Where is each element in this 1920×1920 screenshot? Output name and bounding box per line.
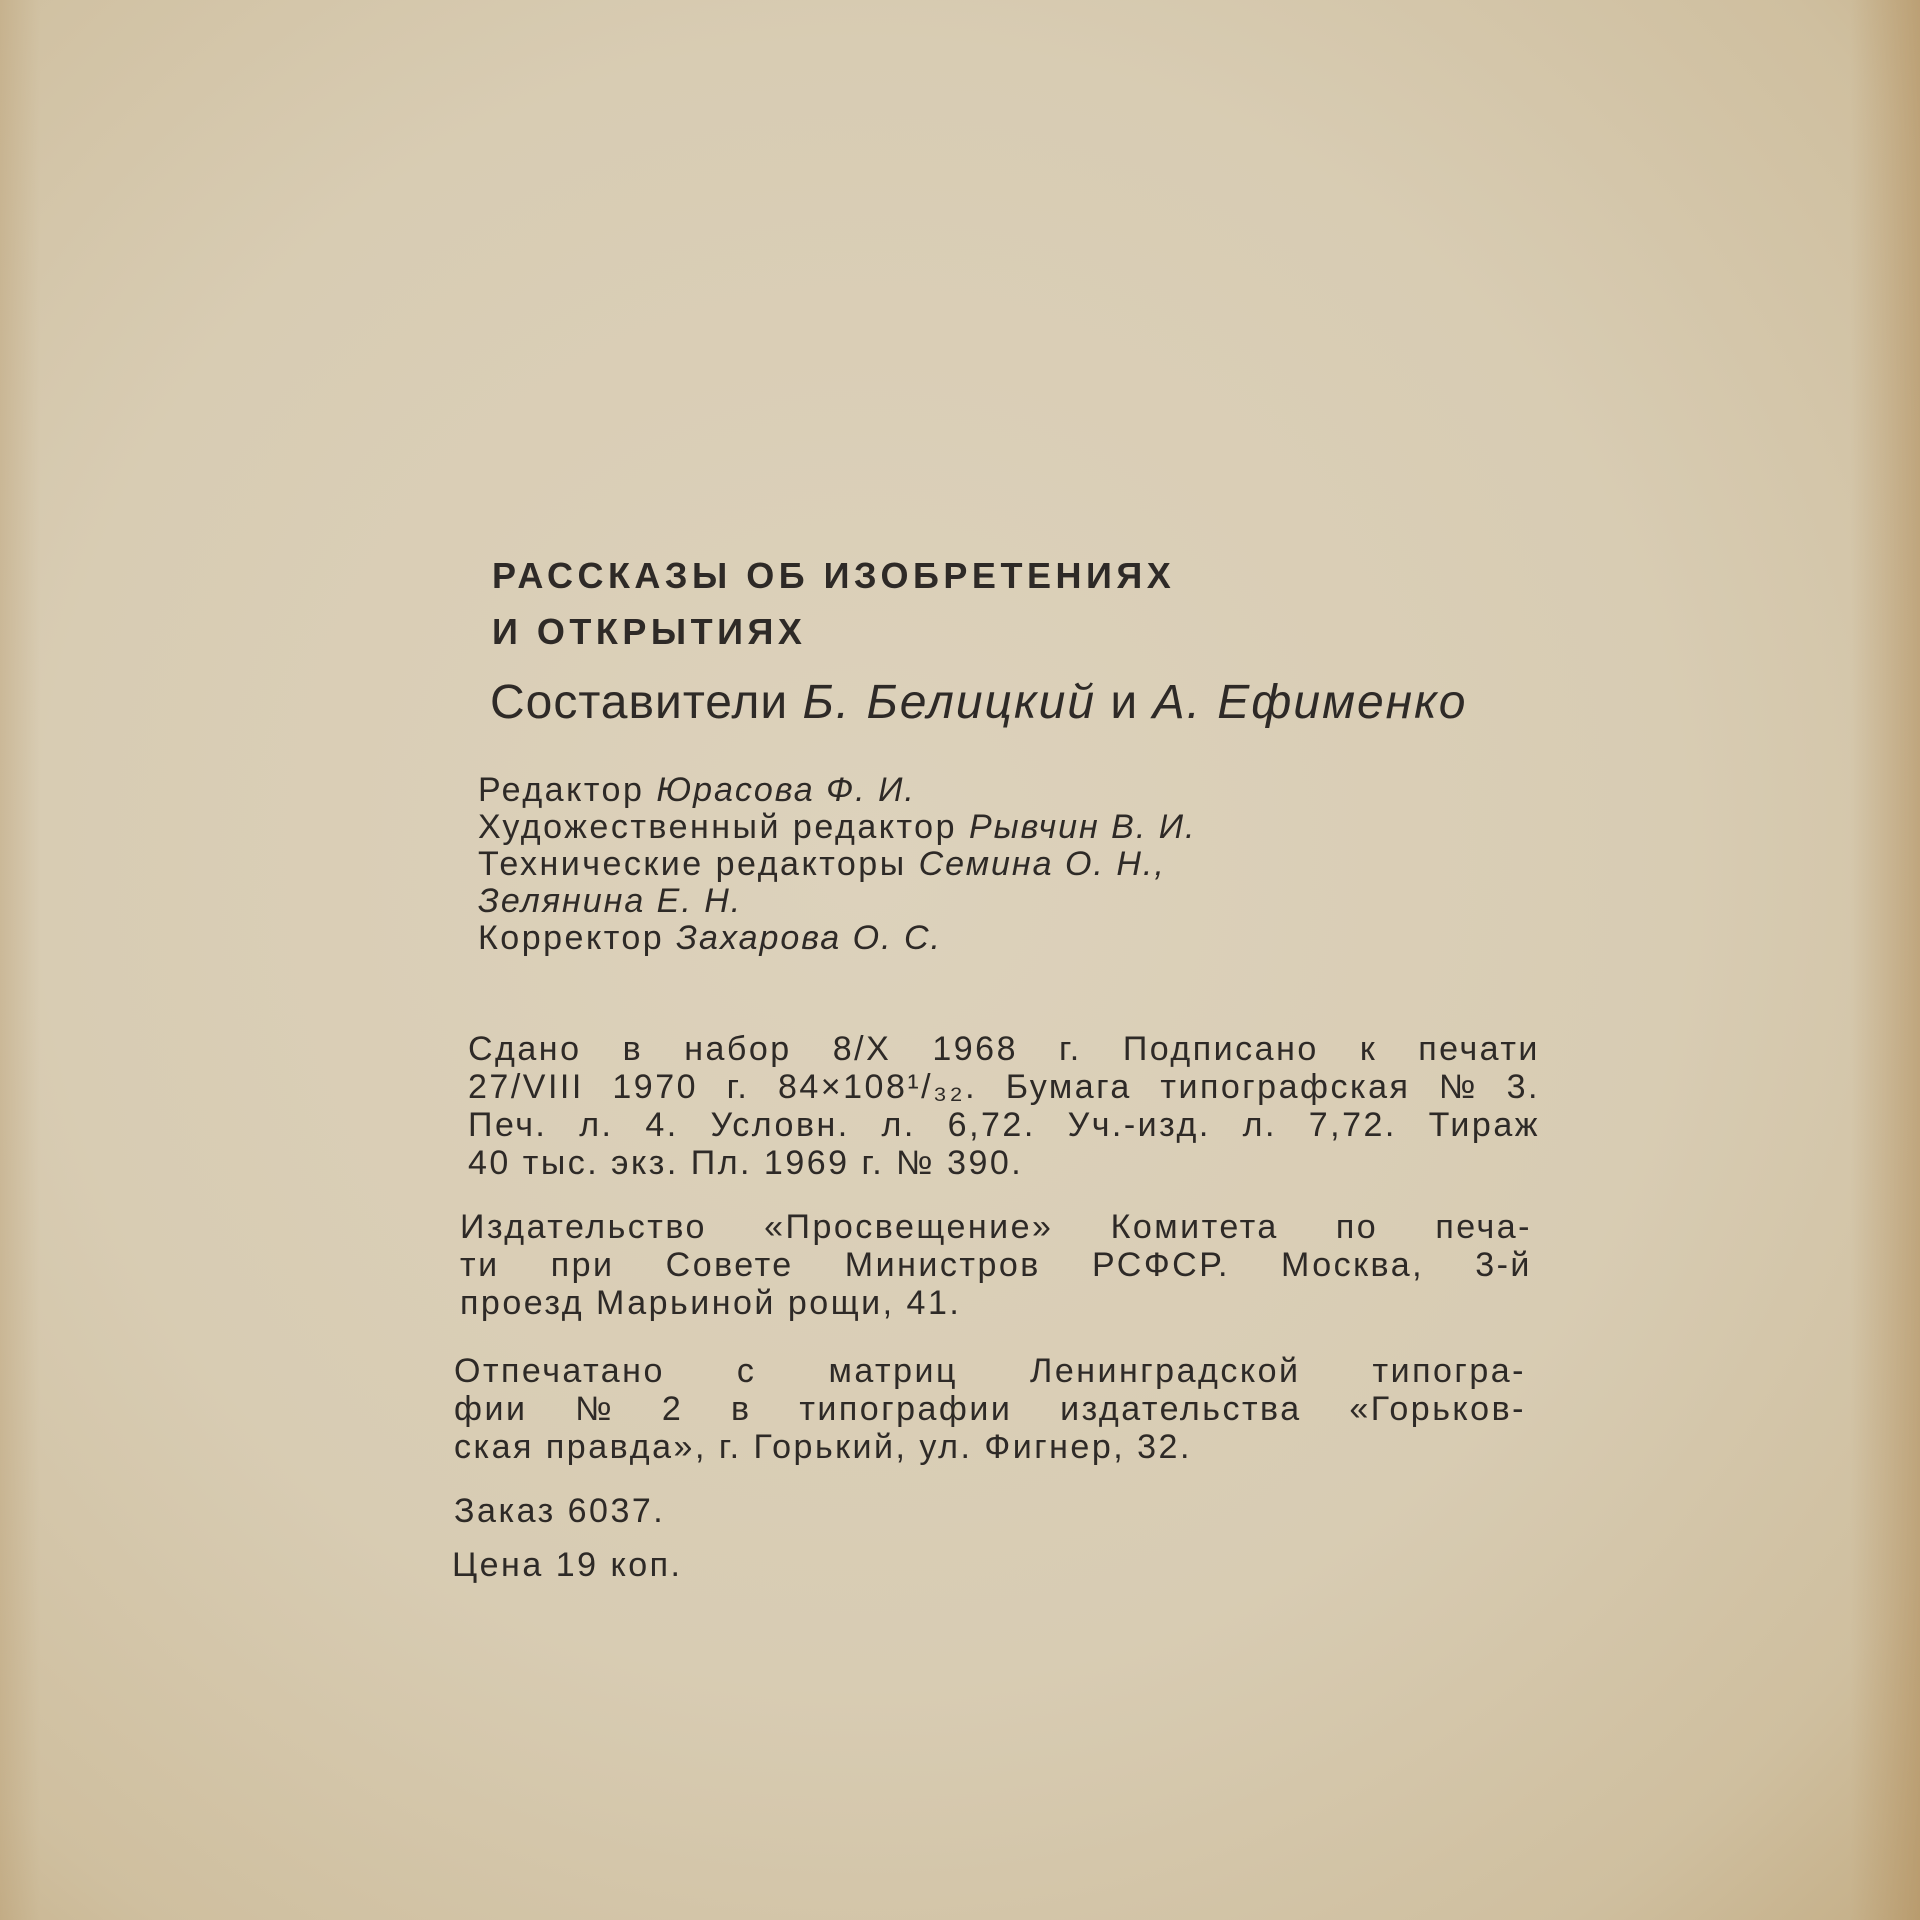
compiler-name-1: Б. Белицкий [802,676,1097,729]
print-info-line-3: Печ. л. 4. Условн. л. 6,72. Уч.-изд. л. 7,72. Тираж [468,1106,1540,1144]
tech-editor-2-credit [478,883,1197,920]
compilers-line [490,675,1467,730]
art-editor-credit [478,809,1197,846]
printer-info [454,1352,1526,1466]
publisher-info [460,1208,1532,1322]
editor-name: Юрасова Ф. И. [656,771,916,809]
compiler-name-2: А. Ефименко [1152,676,1468,729]
page-edge-shadow-right [1850,0,1920,1920]
page-edge-shadow-left [0,0,40,1920]
printer-line-2: фии № 2 в типографии издательства «Горьков- [454,1390,1526,1428]
corrector-name: Захарова О. С. [676,919,942,957]
tech-editors-credit [478,846,1197,883]
printer-line-1: Отпечатано с матриц Ленинградской типогра- [454,1352,1526,1390]
art-editor-name: Рывчин В. И. [968,808,1197,846]
staff-credits [478,772,1197,957]
publisher-line-2: ти при Совете Министров РСФСР. Москва, 3-й [460,1246,1532,1284]
order-number: Заказ 6037. [454,1492,666,1530]
art-editor-label: Художественный редактор [478,808,957,846]
print-info-line-1: Сдано в набор 8/X 1968 г. Подписано к печати [468,1030,1540,1068]
compilers-label: Составители [490,676,789,729]
publisher-line-3: проезд Марьиной рощи, 41. [460,1284,962,1322]
price: Цена 19 коп. [452,1546,683,1584]
book-title-line-1: РАССКАЗЫ ОБ ИЗОБРЕТЕНИЯХ [492,555,1176,596]
corrector-credit [478,920,1197,957]
printer-line-3: ская правда», г. Горький, ул. Фигнер, 32. [454,1428,1192,1466]
editor-credit [478,772,1197,809]
tech-editors-label: Технические редакторы [478,845,907,883]
tech-editor-2-name: Зелянина Е. Н. [478,882,743,920]
tech-editor-1-name: Семина О. Н., [918,845,1166,883]
editor-label: Редактор [478,771,645,809]
print-info-line-2: 27/VIII 1970 г. 84×108¹/₃₂. Бумага типографская № 3. [468,1068,1540,1106]
print-info [468,1030,1540,1182]
corrector-label: Корректор [478,919,665,957]
publisher-line-1: Издательство «Просвещение» Комитета по печа- [460,1208,1532,1246]
compilers-conjunction: и [1110,676,1139,729]
book-title-line-2: И ОТКРЫТИЯХ [492,611,807,652]
print-info-line-4: 40 тыс. экз. Пл. 1969 г. № 390. [468,1144,1024,1182]
book-title [492,548,1175,660]
